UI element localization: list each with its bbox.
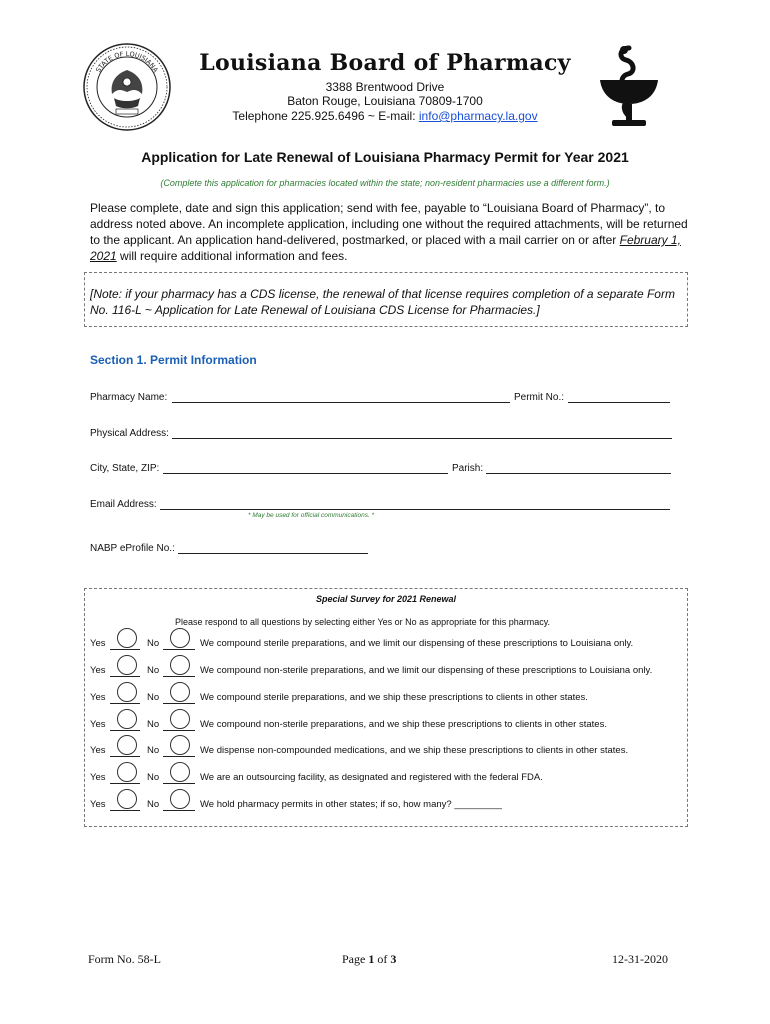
yes-label: Yes xyxy=(90,719,106,730)
yes-label: Yes xyxy=(90,692,106,703)
no-radio[interactable] xyxy=(170,655,190,675)
no-underline xyxy=(163,756,195,757)
page-total: 3 xyxy=(390,952,397,966)
bowl-of-hygeia-icon xyxy=(596,42,662,130)
no-underline xyxy=(163,810,195,811)
no-label: No xyxy=(147,692,160,703)
survey-question-text: We dispense non-compounded medications, and we ship these prescriptions to clients in other states. xyxy=(200,745,629,756)
form-number: Form No. 58-L xyxy=(88,952,161,966)
no-label: No xyxy=(147,719,160,730)
yes-label: Yes xyxy=(90,638,106,649)
yes-underline xyxy=(110,703,140,704)
no-label: No xyxy=(147,638,160,649)
svg-text:STATE OF LOUISIANA: STATE OF LOUISIANA xyxy=(94,49,160,74)
board-address: 3388 Brentwood Drive xyxy=(325,80,445,94)
email-link[interactable]: info@pharmacy.la.gov xyxy=(418,109,538,123)
page-of: of xyxy=(374,952,391,966)
survey-question-text: We compound sterile preparations, and we limit our dispensing of these prescriptions to Louisiana only. xyxy=(200,638,634,649)
survey-question-text: We compound non-sterile preparations, and we ship these prescriptions to clients in other states. xyxy=(200,719,607,730)
email-helper-note: * May be used for official communications. * xyxy=(248,512,375,519)
no-underline xyxy=(163,676,195,677)
page-indicator xyxy=(342,952,396,967)
survey-question-row xyxy=(90,789,686,815)
permit-no-label: Permit No.: xyxy=(514,392,565,403)
deadline-date: February 1, 2021 xyxy=(90,233,681,263)
nabp-profile-label: NABP eProfile No.: xyxy=(90,543,175,554)
yes-label: Yes xyxy=(90,799,106,810)
pharmacy-name-label: Pharmacy Name: xyxy=(90,392,168,403)
yes-radio[interactable] xyxy=(117,735,137,755)
board-city-line: Baton Rouge, Louisiana 70809-1700 xyxy=(287,94,483,108)
board-name: Louisiana Board of Pharmacy xyxy=(199,50,571,76)
no-radio[interactable] xyxy=(170,762,190,782)
no-label: No xyxy=(147,799,160,810)
intro-text-1: Please complete, date and sign this application; send with fee, payable to “Louisiana Board of Pharmacy”, to address noted above. An incomplete application, including one without the required attachments, will be returned to the applicant. An application hand-delivered, postmarked, or placed with a mail carrier on or after xyxy=(90,201,688,247)
survey-question-row xyxy=(90,762,686,788)
pharmacy-name-field[interactable] xyxy=(172,402,510,403)
no-underline xyxy=(163,649,195,650)
survey-question-text: We hold pharmacy permits in other states; if so, how many? _________ xyxy=(200,799,502,810)
survey-question-row xyxy=(90,735,686,761)
revision-date: 12-31-2020 xyxy=(612,952,668,966)
no-radio[interactable] xyxy=(170,735,190,755)
yes-radio[interactable] xyxy=(117,655,137,675)
yes-radio[interactable] xyxy=(117,762,137,782)
nabp-profile-field[interactable] xyxy=(178,553,368,554)
no-label: No xyxy=(147,665,160,676)
yes-underline xyxy=(110,810,140,811)
page-title: Application for Late Renewal of Louisiana Pharmacy Permit for Year 2021 xyxy=(141,149,629,165)
yes-radio[interactable] xyxy=(117,789,137,809)
no-underline xyxy=(163,703,195,704)
yes-label: Yes xyxy=(90,665,106,676)
city-state-zip-field[interactable] xyxy=(163,473,448,474)
page-prefix: Page xyxy=(342,952,369,966)
survey-question-row xyxy=(90,628,686,654)
yes-underline xyxy=(110,649,140,650)
contact-prefix: Telephone 225.925.6496 ~ E-mail: xyxy=(232,109,419,123)
intro-text-2: will require additional information and fees. xyxy=(116,249,348,263)
no-underline xyxy=(163,730,195,731)
email-address-label: Email Address: xyxy=(90,499,157,510)
no-underline xyxy=(163,783,195,784)
yes-underline xyxy=(110,676,140,677)
parish-field[interactable] xyxy=(486,473,671,474)
physical-address-field[interactable] xyxy=(172,438,672,439)
survey-question-row xyxy=(90,709,686,735)
board-contact-line xyxy=(130,109,640,123)
yes-label: Yes xyxy=(90,745,106,756)
yes-underline xyxy=(110,730,140,731)
page-current: 1 xyxy=(368,952,375,966)
survey-title: Special Survey for 2021 Renewal xyxy=(315,594,457,604)
no-radio[interactable] xyxy=(170,682,190,702)
subtitle-note: (Complete this application for pharmacies located within the state; non-resident pharmacies use a different form.) xyxy=(160,178,610,188)
no-radio[interactable] xyxy=(170,789,190,809)
survey-question-text: We compound non-sterile preparations, and we limit our dispensing of these prescriptions to Louisiana only. xyxy=(200,665,653,676)
intro-paragraph xyxy=(90,200,690,264)
yes-underline xyxy=(110,783,140,784)
survey-question-row xyxy=(90,682,686,708)
no-label: No xyxy=(147,745,160,756)
survey-question-text: We compound sterile preparations, and we ship these prescriptions to clients in other states. xyxy=(200,692,588,703)
yes-underline xyxy=(110,756,140,757)
section-1-title: Section 1. Permit Information xyxy=(90,353,257,367)
email-address-field[interactable] xyxy=(160,509,670,510)
yes-label: Yes xyxy=(90,772,106,783)
survey-instructions: Please respond to all questions by selecting either Yes or No as appropriate for this pharmacy. xyxy=(175,617,551,627)
survey-question-row xyxy=(90,655,686,681)
survey-question-text: We are an outsourcing facility, as designated and registered with the federal FDA. xyxy=(200,772,543,783)
permit-no-field[interactable] xyxy=(568,402,670,403)
cds-note: [Note: if your pharmacy has a CDS license, the renewal of that license requires completion of a separate Form No. 116-L ~ Application for Late Renewal of Louisiana CDS License for Pharmacies.] xyxy=(90,287,675,317)
no-radio[interactable] xyxy=(170,628,190,648)
yes-radio[interactable] xyxy=(117,682,137,702)
no-label: No xyxy=(147,772,160,783)
physical-address-label: Physical Address: xyxy=(90,428,169,439)
city-state-zip-label: City, State, ZIP: xyxy=(90,463,160,474)
parish-label: Parish: xyxy=(452,463,484,474)
yes-radio[interactable] xyxy=(117,628,137,648)
no-radio[interactable] xyxy=(170,709,190,729)
yes-radio[interactable] xyxy=(117,709,137,729)
